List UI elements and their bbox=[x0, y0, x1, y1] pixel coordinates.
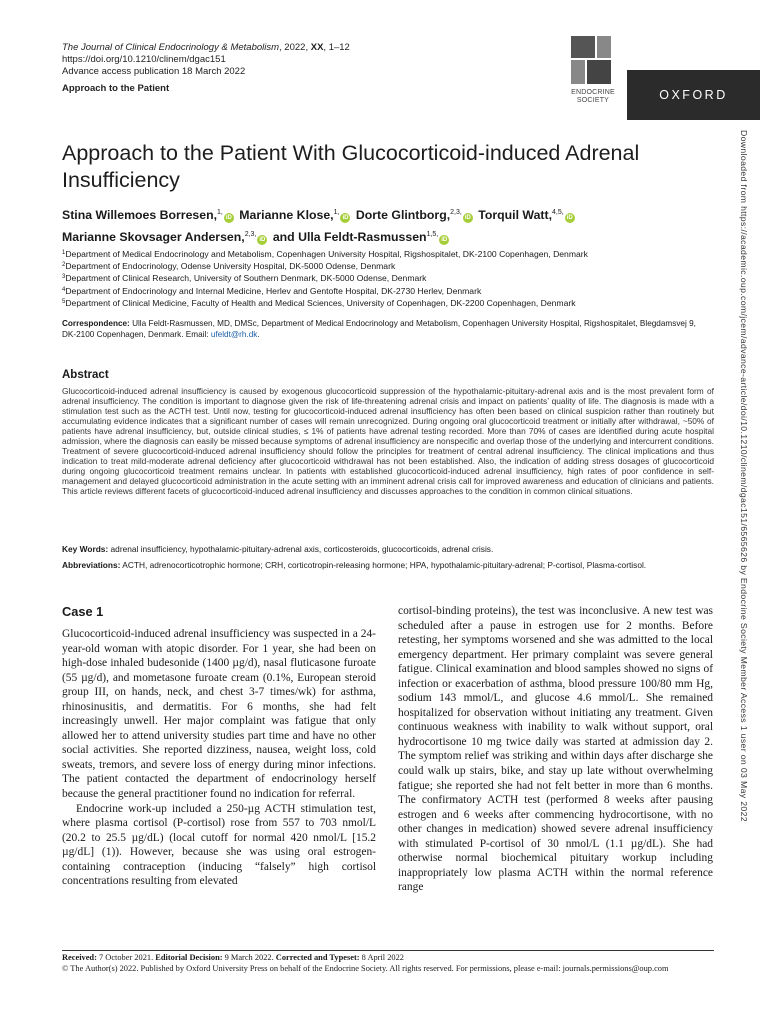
copyright: © The Author(s) 2022. Published by Oxford University Press on behalf of the Endocrine Society. All rights reserved. For permissions, please e-mail: journals.permissions@oup.com bbox=[62, 964, 669, 974]
orcid-icon[interactable]: iD bbox=[441, 237, 448, 243]
affiliation: $^1$Department of Medical Endocrinology and Metabolism, Copenhagen University Hospital, Rigshospitalet, DK-2100 Copenhagen, Denmark bbox=[62, 249, 588, 259]
abstract-heading: Abstract bbox=[62, 369, 109, 381]
correspondence-text: Ulla Feldt-Rasmussen, MD, DMSc, Department of Medical Endocrinology and Metabolism, Copenhagen University Hospital, Rigshospitalet, Blegdamsvej 9, DK-2100 Copenhagen, Denmark. Email: bbox=[62, 319, 696, 340]
footer-divider bbox=[62, 950, 714, 951]
affiliations bbox=[62, 248, 712, 309]
body-column-left bbox=[62, 627, 376, 889]
endocrine-society-text bbox=[558, 89, 628, 105]
dates-line: Received: 7 October 2021. Editorial Decision: 9 March 2022. Corrected and Typeset: 8 April 2022 bbox=[62, 953, 404, 962]
orcid-icon[interactable]: iD bbox=[342, 215, 349, 221]
author: and Ulla Feldt-Rasmussen$^{1,5,}$iD bbox=[272, 230, 448, 244]
orcid-icon[interactable]: iD bbox=[464, 215, 471, 221]
affiliation: $^4$Department of Endocrinology and Internal Medicine, Herlev and Gentofte Hospital, DK-2730 Herlev, Denmark bbox=[62, 285, 482, 296]
download-notice: Downloaded from https://academic.oup.com/jcem/advance-article/doi/10.1210/clinem/dgac151/6565626 by Endocrine Society Member Access 1 user on 03 May 2022 bbox=[739, 130, 749, 822]
society-line-1: ENDOCRINE bbox=[571, 89, 615, 96]
orcid-icon[interactable]: iD bbox=[259, 237, 266, 243]
author-list bbox=[62, 203, 702, 247]
society-line-2: SOCIETY bbox=[576, 97, 610, 104]
keywords-text: adrenal insufficiency, hypothalamic-pituitary-adrenal axis, corticosteroids, glucocorticoids, adrenal crisis. bbox=[108, 544, 494, 554]
keywords bbox=[62, 544, 714, 555]
affiliation: $^2$Department of Endocrinology, Odense University Hospital, DK-5000 Odense, Denmark bbox=[62, 261, 396, 272]
footer bbox=[62, 952, 714, 974]
journal-volume: XX bbox=[310, 42, 324, 53]
journal-header bbox=[62, 42, 350, 95]
orcid-icon[interactable]: iD bbox=[566, 215, 573, 221]
author: Marianne Klose,$^{1,}$iD bbox=[239, 208, 349, 222]
author: Stina Willemoes Borresen,$^{1,}$iD bbox=[62, 208, 232, 222]
affiliation: $^3$Department of Clinical Research, University of Southern Denmark, DK-5000 Odense, Denmark bbox=[62, 273, 427, 284]
download-sidebar bbox=[736, 130, 750, 960]
orcid-icon[interactable]: iD bbox=[225, 215, 232, 221]
advance-access: Advance access publication 18 March 2022 bbox=[62, 66, 246, 77]
abbreviations bbox=[62, 560, 714, 571]
paragraph: Endocrine work-up included a 250-µg ACTH stimulation test, where plasma cortisol (P-cortisol) rose from 557 to 703 nmol/L (20.2 to 25.5 µg/dL) (local cutoff for normal 420 nmol/L [15.2 µg/dL] (1)). However, because she was using oral estrogen-containing contraception (inducing “falsely” high cortisol concentrations resulting from elevated bbox=[62, 802, 376, 888]
paragraph: Glucocorticoid-induced adrenal insufficiency was suspected in a 24-year-old woman with atopic disorder. For 1 year, she had been on high-dose inhaled budesonide (1400 µg/d), nasal fluticasone furoate (55 µg/d), and mometasone furoate cream (0.1%, European steroid group III, on hands, neck, and chest 3-7 times/wk) for asthma, rhinosinusitis, and dermatitis. For 6 months, she had felt increasingly unwell. Her major complaint was fatigue that only allowed her to attend university studies part time and have no other social activities. She reported dizziness, nausea, weight loss, cold sweats, tremors, and severe loss of energy during minor infections. The patient contacted the department of endocrinology herself because the general practitioner found no indication for referral. bbox=[62, 628, 376, 801]
abbreviations-label: Abbreviations: bbox=[62, 560, 121, 570]
affiliation: $^5$Department of Clinical Medicine, Faculty of Health and Medical Sciences, University of Copenhagen, DK-2200 Copenhagen, Denmark bbox=[62, 297, 576, 308]
correspondence: Correspondence: Ulla Feldt-Rasmussen, MD, DMSc, Department of Medical Endocrinology and Metabolism, Copenhagen University Hospital, Rigshospitalet, Blegdamsvej 9, DK-2100 Copenhagen, Denmark. Email: ufeldt@rh.dk. bbox=[62, 319, 696, 340]
author: Torquil Watt,$^{4,5,}$iD bbox=[478, 208, 573, 222]
journal-pages: , 1–12 bbox=[323, 42, 350, 53]
case-heading: Case 1 bbox=[62, 604, 104, 619]
journal-year: , 2022, bbox=[279, 42, 311, 53]
keywords-label: Key Words: bbox=[62, 544, 109, 554]
correspondence-email-link[interactable]: ufeldt@rh.dk bbox=[210, 330, 258, 340]
doi-link[interactable]: https://doi.org/10.1210/clinem/dgac151 bbox=[62, 54, 226, 65]
article-type: Approach to the Patient bbox=[62, 83, 170, 94]
oxford-logo: OXFORD bbox=[627, 70, 760, 120]
correspondence-label: Correspondence: bbox=[62, 319, 130, 328]
author: Dorte Glintborg,$^{2,3,}$iD bbox=[355, 208, 471, 222]
body-column-right bbox=[398, 604, 713, 895]
endocrine-society-logo-icon bbox=[570, 35, 612, 85]
article-title: Approach to the Patient With Glucocorticoid-induced Adrenal Insufficiency bbox=[62, 141, 640, 192]
author: Marianne Skovsager Andersen,$^{2,3,}$iD bbox=[62, 230, 266, 244]
journal-name: The Journal of Clinical Endocrinology & Metabolism bbox=[62, 42, 280, 53]
paragraph: cortisol-binding proteins), the test was inconclusive. A new test was scheduled after a pause in estrogen use for 2 months. Before retesting, her symptoms worsened and she was admitted to the local emergency department. Her primary complaint was severe general fatigue. Clinical examination and blood samples showed no signs of infection or exacerbation of asthma, blood pressure 100/80 mm Hg, sodium 143 mmol/L, and glucose 4.6 mmol/L. She remained hospitalized for observation without initiating any treatment. Given continuous weakness with inability to walk without support, oral hydrocortisone 10 mg twice daily was started at admission day 2. The symptom relief was striking and within days after discharge she could walk up stairs, bike, and stay up late without overwhelming fatigue; she reported she had not felt better in more than 6 months. The confirmatory ACTH test (performed 8 weeks after pausing estrogen and 6 weeks after commencing hydrocortisone, with no other changes in medication) showed severe adrenal insufficiency with stimulated P-cortisol of 30 nmol/L (1.1 µg/dL). She had otherwise normal biochemical pituitary workup including inappropriately low plasma ACTH within the normal reference range bbox=[398, 605, 713, 894]
abbreviations-text: ACTH, adrenocorticotrophic hormone; CRH, corticotropin-releasing hormone; HPA, hypothalamic-pituitary-adrenal; P-cortisol, Plasma-cortisol. bbox=[120, 560, 647, 570]
abstract-text: Glucocorticoid-induced adrenal insufficiency is caused by exogenous glucocorticoid suppression of the hypothalamic-pituitary-adrenal axis and is the most prevalent form of adrenal insufficiency. The condition is important to diagnose given the risk of life-threatening adrenal crisis and impact on patients’ quality of life. The diagnosis is made with a stimulation test such as the ACTH test. Until now, testing for glucocorticoid-induced adrenal insufficiency has often been based on clinical suspicion rather than routinely but accumulating evidence indicates that a significant number of cases will remain unrecognized. During ongoing oral glucocorticoid treatment or initially after withdrawal, ~50% of patients have adrenal insufficiency, but, outside clinical studies, ≤ 1% of patients have adrenal testing recorded. More than 70% of cases are identified during acute hospital admission, where the diagnosis can easily be missed because symptoms of adrenal insufficiency are nonspecific and overlap those of the underlying and intercurrent conditions. Treatment of severe glucocorticoid-induced adrenal insufficiency should follow the principles for treatment of central adrenal insufficiency. The clinical implications and thus indication to treat mild-moderate adrenal deficiency after glucocorticoid withdrawal has not been established. Also, the indication of adding stress dosages of glucocorticoid during ongoing glucocorticoid treatment remains unclear. In patients with established glucocorticoid-induced adrenal insufficiency, high rates of poor confidence in self-management and delayed glucocorticoid administration in the acute setting with an imminent adrenal crisis call for improved awareness and education of clinicians and patients. This article reviews different facets of glucocorticoid-induced adrenal insufficiency and discusses approaches to the condition in common clinical situations. bbox=[62, 386, 714, 497]
